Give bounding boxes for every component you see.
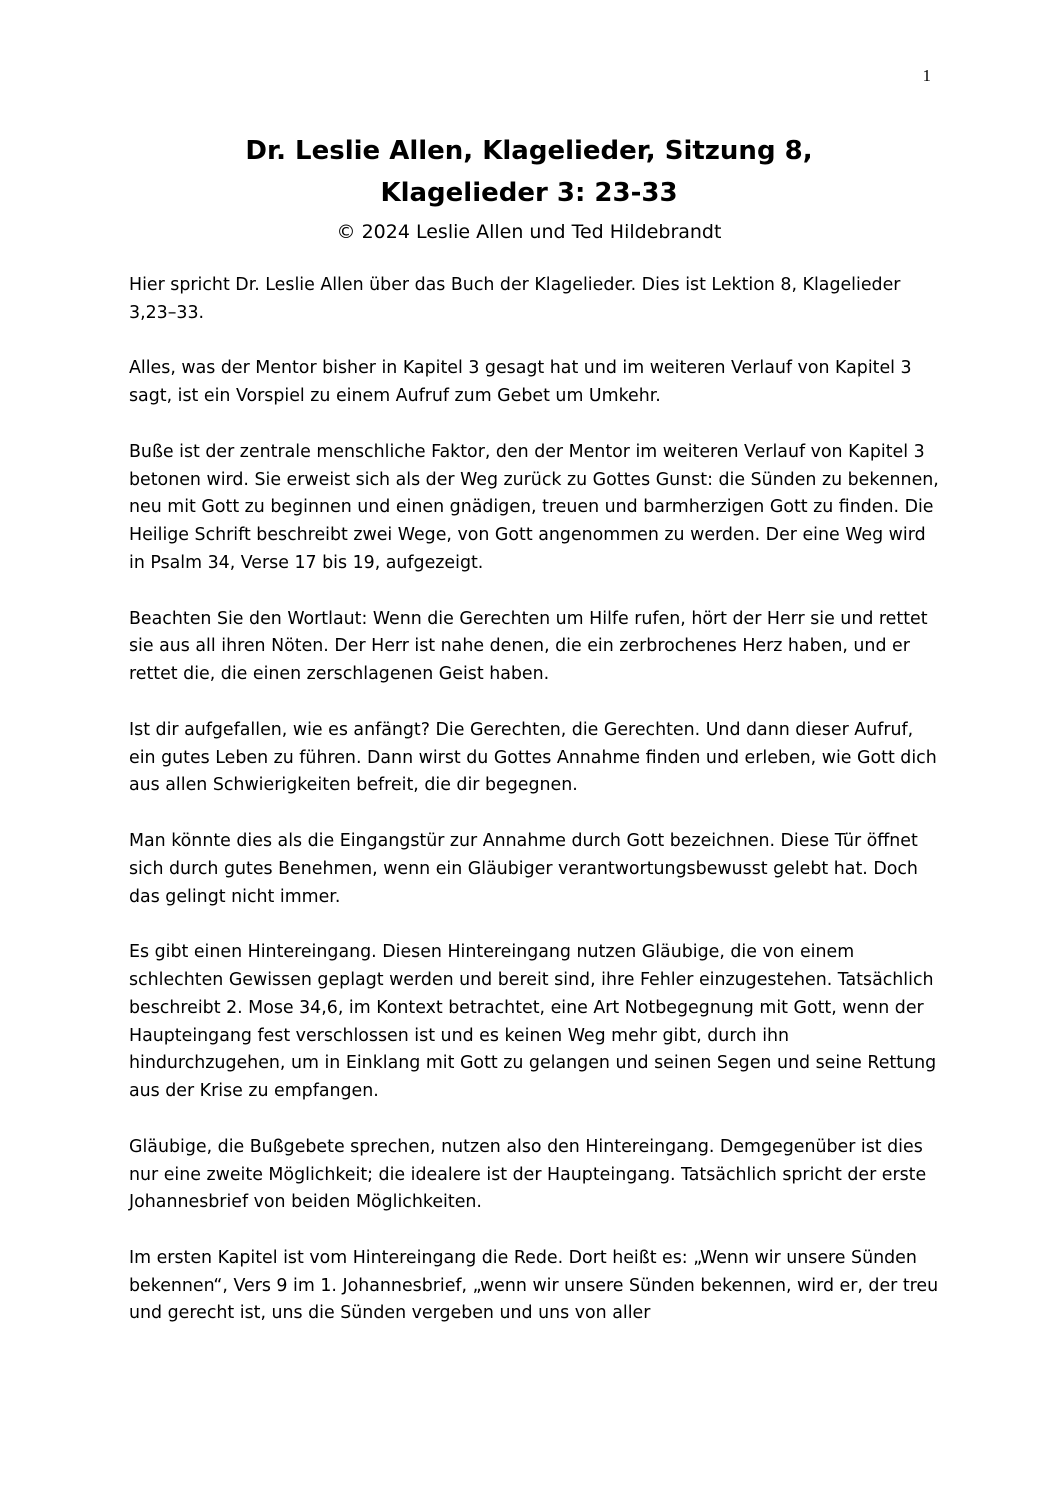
copyright-line: © 2024 Leslie Allen und Ted Hildebrandt (336, 221, 722, 243)
title-line-2: Klagelieder 3: 23-33 (380, 178, 678, 208)
page-title (0, 130, 1058, 214)
paragraph: Man könnte dies als die Eingangstür zur Annahme durch Gott bezeichnen. Diese Tür öffnet sich durch gutes Benehmen, wenn ein Gläubiger verantwortungsbewusst gelebt hat. Doch das gelingt nicht immer. (129, 830, 918, 907)
paragraph: Im ersten Kapitel ist vom Hintereingang die Rede. Dort heißt es: „Wenn wir unsere Sünden bekennen“, Vers 9 im 1. Johannesbrief, „wenn wir unsere Sünden bekennen, wird er, der treu und gerecht ist, uns die Sünden vergeben und uns von aller (129, 1247, 939, 1324)
paragraph: Alles, was der Mentor bisher in Kapitel 3 gesagt hat und im weiteren Verlauf von Kapitel 3 sagt, ist ein Vorspiel zu einem Aufruf zum Gebet um Umkehr. (129, 358, 912, 407)
page-number: 1 (922, 66, 931, 85)
paragraph: Ist dir aufgefallen, wie es anfängt? Die Gerechten, die Gerechten. Und dann dieser Aufruf, ein gutes Leben zu führen. Dann wirst du Gottes Annahme finden und erleben, wie Gott dich aus allen Schwierigkeiten befreit, die dir begegnen. (129, 719, 937, 796)
title-line-1: Dr. Leslie Allen, Klagelieder, Sitzung 8, (245, 136, 813, 166)
paragraph: Buße ist der zentrale menschliche Faktor, den der Mentor im weiteren Verlauf von Kapitel 3 betonen wird. Sie erweist sich als der Weg zurück zu Gottes Gunst: die Sünden zu bekennen, neu mit Gott zu beginnen und einen gnädigen, treuen und barmherzigen Gott zu finden. Die Heilige Schrift beschreibt zwei Wege, von Gott angenommen zu werden. Der eine Weg wird in Psalm 34, Verse 17 bis 19, aufgezeigt. (129, 441, 939, 573)
paragraph: Beachten Sie den Wortlaut: Wenn die Gerechten um Hilfe rufen, hört der Herr sie und rettet sie aus all ihren Nöten. Der Herr ist nahe denen, die ein zerbrochenes Herz haben, und er rettet die, die einen zerschlagenen Geist haben. (129, 608, 928, 685)
document-body (129, 272, 939, 1356)
paragraph: Gläubige, die Bußgebete sprechen, nutzen also den Hintereingang. Demgegenüber ist dies nur eine zweite Möglichkeit; die idealere ist der Haupteingang. Tatsächlich spricht der erste Johannesbrief von beiden Möglichkeiten. (129, 1136, 927, 1213)
paragraph: Hier spricht Dr. Leslie Allen über das Buch der Klagelieder. Dies ist Lektion 8, Klagelieder 3,23–33. (129, 275, 901, 323)
paragraph: Es gibt einen Hintereingang. Diesen Hintereingang nutzen Gläubige, die von einem schlechten Gewissen geplagt werden und bereit sind, ihre Fehler einzugestehen. Tatsächlich beschreibt 2. Mose 34,6, im Kontext betrachtet, eine Art Notbegegnung mit Gott, wenn der Haupteingang fest verschlossen ist und es keinen Weg mehr gibt, durch ihn hindurchzugehen, um in Einklang mit Gott zu gelangen und seinen Segen und seine Rettung aus der Krise zu empfangen. (129, 942, 937, 1102)
